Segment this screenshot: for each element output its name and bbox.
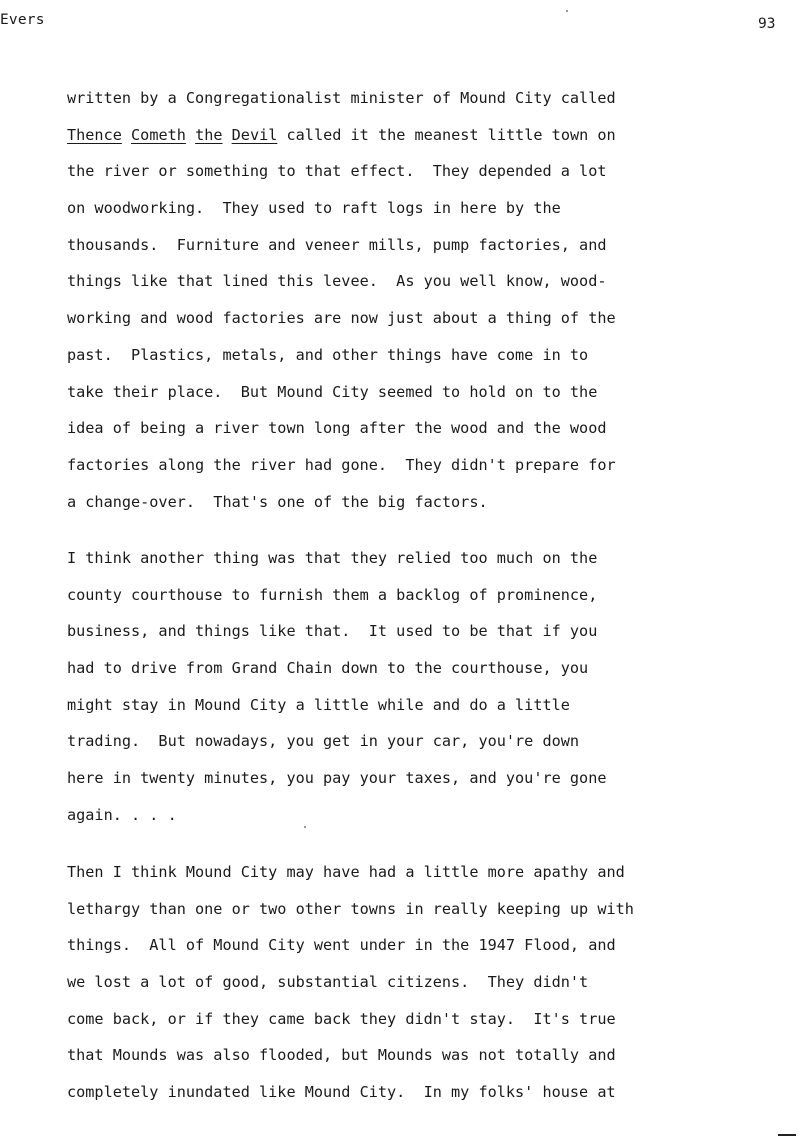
- text-segment: completely inundated like Mound City. In my folks' house at: [67, 1083, 616, 1102]
- paragraph: [67, 548, 606, 842]
- text-line: [67, 731, 606, 768]
- text-line: [67, 345, 616, 382]
- text-segment: we lost a lot of good, substantial citizens. They didn't: [67, 973, 589, 992]
- text-segment: business, and things like that. It used to be that if you: [67, 622, 598, 641]
- text-segment: had to drive from Grand Chain down to the courthouse, you: [67, 659, 589, 678]
- page-edge-mark: [778, 1134, 796, 1136]
- underlined-title-word: Devil: [231, 125, 278, 144]
- text-segment: idea of being a river town long after the wood and the wood: [67, 419, 607, 438]
- text-segment: Then I think Mound City may have had a little more apathy and: [67, 863, 625, 881]
- text-line: [67, 658, 606, 695]
- text-segment: county courthouse to furnish them a backlog of prominence,: [67, 585, 598, 604]
- paragraph: [67, 88, 616, 528]
- text-segment: the river or something to that effect. They depended a lot: [67, 162, 607, 181]
- text-segment: lethargy than one or two other towns in really keeping up with: [67, 899, 634, 918]
- page-number: 93: [758, 16, 776, 32]
- text-segment: [223, 126, 232, 144]
- text-segment: written by a Congregationalist minister of Mound City called: [67, 89, 616, 107]
- underlined-title-word: Thence: [67, 125, 122, 144]
- text-segment: trading. But nowadays, you get in your car, you're down: [67, 732, 580, 751]
- text-line: [67, 382, 616, 419]
- text-line: [67, 235, 616, 272]
- text-line: [67, 125, 616, 162]
- text-line: [67, 621, 606, 658]
- text-segment: come back, or if they came back they didn't stay. It's true: [67, 1009, 616, 1028]
- text-line: [67, 271, 616, 308]
- scan-speck: [566, 10, 568, 12]
- text-line: [67, 585, 606, 622]
- text-line: [67, 1009, 634, 1046]
- text-segment: again. . . .: [67, 805, 177, 824]
- text-line: [67, 418, 616, 455]
- text-segment: things. All of Mound City went under in the 1947 Flood, and: [67, 936, 616, 955]
- text-line: [67, 308, 616, 345]
- text-line: [67, 972, 634, 1009]
- text-segment: might stay in Mound City a little while and do a little: [67, 695, 570, 714]
- underlined-title-word: Cometh: [131, 125, 186, 144]
- text-segment: on woodworking. They used to raft logs in here by the: [67, 199, 561, 218]
- text-line: [67, 695, 606, 732]
- text-line: [67, 1082, 634, 1119]
- text-line: [67, 198, 616, 235]
- text-line: [67, 161, 616, 198]
- text-segment: past. Plastics, metals, and other things have come in to: [67, 345, 589, 364]
- text-line: [67, 548, 606, 585]
- paragraph: [67, 862, 634, 1119]
- text-segment: a change-over. That's one of the big factors.: [67, 492, 488, 511]
- text-segment: here in twenty minutes, you pay your taxes, and you're gone: [67, 769, 607, 788]
- text-line: [67, 935, 634, 972]
- text-segment: thousands. Furniture and veneer mills, pump factories, and: [67, 235, 607, 254]
- text-segment: working and wood factories are now just about a thing of the: [67, 309, 616, 328]
- underlined-title-word: the: [195, 125, 223, 144]
- text-segment: called it the meanest little town on: [277, 125, 616, 144]
- text-segment: things like that lined this levee. As you well know, wood-: [67, 272, 607, 291]
- text-line: [67, 1045, 634, 1082]
- text-segment: factories along the river had gone. They didn't prepare for: [67, 455, 616, 474]
- text-line: [67, 455, 616, 492]
- header-name: Evers: [0, 12, 45, 28]
- text-segment: that Mounds was also flooded, but Mounds was not totally and: [67, 1046, 616, 1065]
- text-line: [67, 805, 606, 842]
- text-segment: I think another thing was that they relied too much on the: [67, 549, 598, 567]
- text-segment: take their place. But Mound City seemed to hold on to the: [67, 382, 598, 401]
- scan-speck: [304, 826, 306, 828]
- text-line: [67, 492, 616, 529]
- text-line: [67, 862, 634, 899]
- text-line: [67, 768, 606, 805]
- text-line: [67, 899, 634, 936]
- text-segment: [122, 126, 131, 144]
- text-segment: [186, 126, 195, 144]
- text-line: [67, 88, 616, 125]
